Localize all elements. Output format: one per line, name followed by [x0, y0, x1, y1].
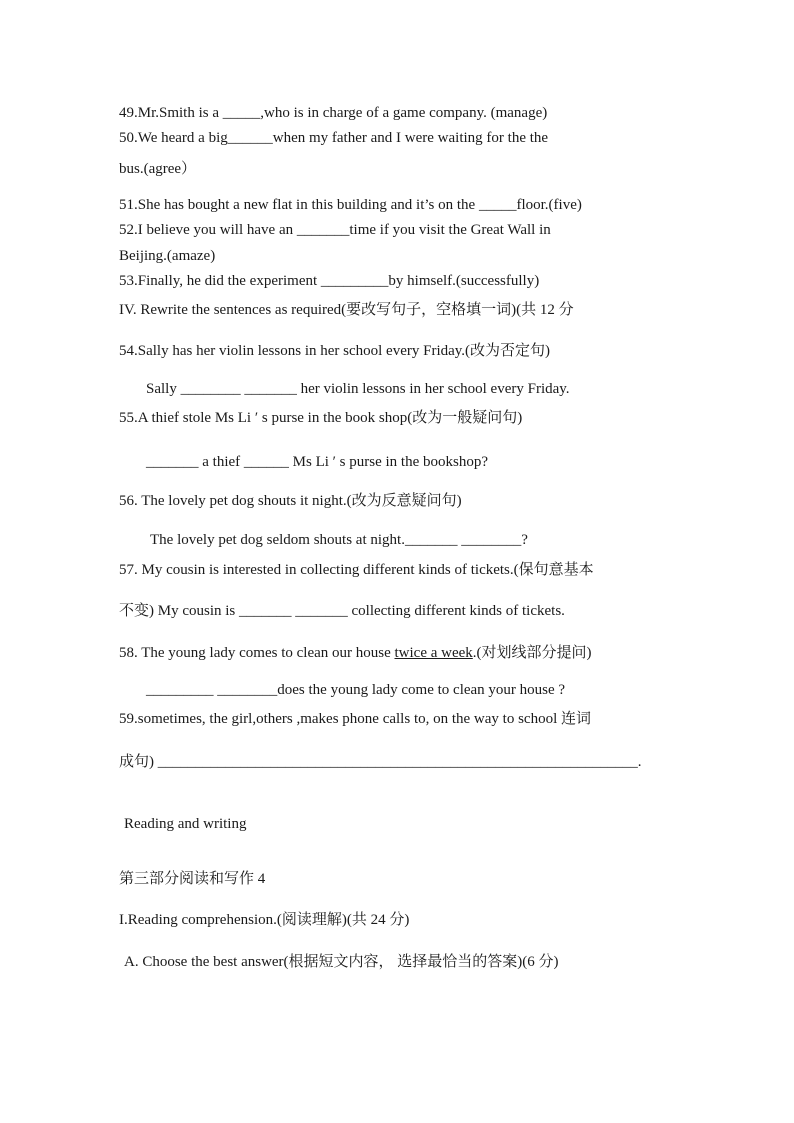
part-three-heading: 第三部分阅读和写作 4 — [119, 871, 266, 887]
question-52-line1: 52.I believe you will have an _______time if you visit the Great Wall in — [119, 222, 551, 238]
question-56: 56. The lovely pet dog shouts it night.(改为反意疑问句) — [119, 493, 462, 509]
question-54-answer: Sally ________ _______ her violin lessons in her school every Friday. — [146, 381, 570, 397]
question-52-line2: Beijing.(amaze) — [119, 248, 216, 264]
question-49: 49.Mr.Smith is a _____,who is in charge of a game company. (manage) — [119, 105, 548, 121]
question-50-line2: bus.(agree） — [119, 161, 197, 177]
section-a-heading: A. Choose the best answer(根据短文内容， 选择最恰当的答案)(6 分) — [124, 954, 559, 970]
question-56-answer: The lovely pet dog seldom shouts at night._______ ________? — [150, 532, 528, 548]
question-59-line2: 成句) ________________________________________________________________. — [119, 754, 642, 770]
section-iv-heading: IV. Rewrite the sentences as required(要改写句子，空格填一词)(共 12 分 — [119, 302, 574, 318]
question-51: 51.She has bought a new flat in this building and it’s on the _____floor.(five) — [119, 197, 582, 213]
question-58-text: 58. The young lady comes to clean our house — [119, 645, 395, 661]
question-58 — [119, 643, 592, 663]
reading-comprehension-heading: I.Reading comprehension.(阅读理解)(共 24 分) — [119, 912, 410, 928]
reading-writing-heading: Reading and writing — [124, 816, 247, 832]
question-59-line1: 59.sometimes, the girl,others ,makes phone calls to, on the way to school 连词 — [119, 711, 592, 727]
question-53: 53.Finally, he did the experiment _________by himself.(successfully) — [119, 273, 540, 289]
question-58-underlined: twice a week — [394, 645, 473, 661]
question-54: 54.Sally has her violin lessons in her school every Friday.(改为否定句) — [119, 343, 551, 359]
question-55-answer: _______ a thief ______ Ms Li ʹ s purse in the bookshop? — [146, 454, 488, 470]
question-55: 55.A thief stole Ms Li ʹ s purse in the book shop(改为一般疑问句) — [119, 410, 523, 426]
question-57-line1: 57. My cousin is interested in collecting different kinds of tickets.(保句意基本 — [119, 562, 594, 578]
question-50-line1: 50.We heard a big______when my father and I were waiting for the the — [119, 130, 549, 146]
question-58-answer: _________ ________does the young lady come to clean your house ? — [146, 682, 566, 698]
question-58-instruction: .(对划线部分提问) — [472, 645, 592, 661]
question-57-line2: 不变) My cousin is _______ _______ collecting different kinds of tickets. — [119, 603, 565, 619]
